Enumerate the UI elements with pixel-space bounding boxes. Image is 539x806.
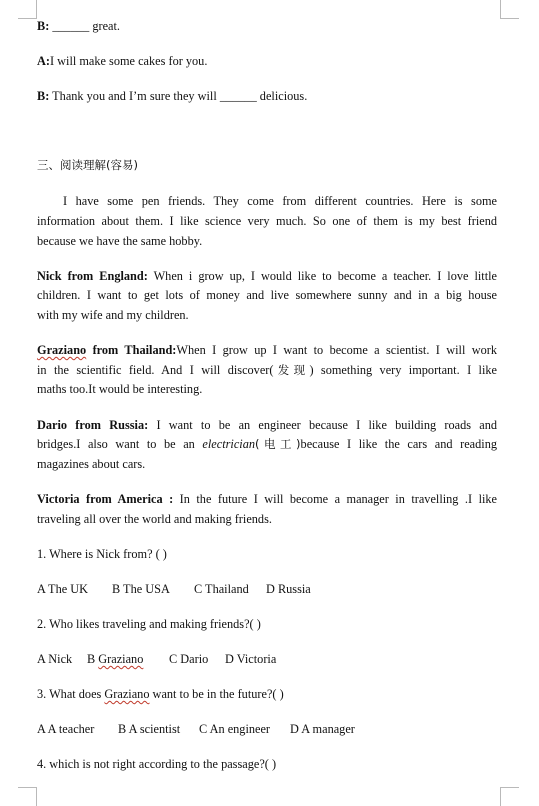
graziano-paragraph-line: [37, 362, 497, 378]
dialog-text: I will make some cakes for you.: [49, 54, 208, 68]
option: A A teacher: [37, 722, 95, 736]
question-4: 4. which is not right according to the passage?( ): [37, 757, 277, 771]
dialog-line-b1: [37, 18, 120, 34]
dialog-line-a: [37, 53, 207, 69]
question-1: 1. Where is Nick from? ( ): [37, 547, 167, 561]
person-name: Graziano: [37, 343, 87, 357]
person-name: Graziano: [104, 687, 150, 701]
question-3: 3. What does Graziano want to be in the future?( ): [37, 687, 284, 701]
page-corner-mark: [18, 0, 37, 19]
speaker-label: B:: [37, 19, 50, 33]
option: B The USA: [112, 582, 170, 596]
dario-paragraph-line: magazines about cars.: [37, 457, 146, 471]
option: C Dario: [169, 652, 209, 666]
option: B Graziano: [87, 652, 144, 666]
paragraph-text: When I grow up I want to become a scientist. I will work: [176, 343, 497, 357]
question-3-options: [37, 721, 355, 737]
page-corner-mark: [500, 787, 519, 806]
nick-paragraph-line: [37, 268, 497, 284]
dario-paragraph-line: [37, 417, 497, 433]
question-1-options: [37, 581, 311, 597]
person-name: Dario from Russia:: [37, 418, 149, 432]
option: B A scientist: [118, 722, 181, 736]
option: A Nick: [37, 652, 73, 666]
graziano-paragraph-line: [37, 342, 497, 358]
nick-paragraph-line: with my wife and my children.: [37, 308, 189, 322]
paragraph-text: In the future I will become a manager in travelling .I like: [179, 492, 498, 506]
intro-line: because we have the same hobby.: [37, 234, 203, 248]
person-name: Victoria from America :: [37, 492, 174, 506]
option-name: Graziano: [98, 652, 144, 666]
option: A The UK: [37, 582, 89, 596]
paragraph-text: bridges.I also want to be an: [37, 437, 203, 451]
nick-paragraph-line: children. I want to get lots of money and live somewhere sunny and in a big house: [37, 288, 497, 302]
option: D A manager: [290, 722, 355, 736]
paragraph-text: because I like the cars and reading: [300, 437, 497, 451]
victoria-paragraph-line: traveling all over the world and making friends.: [37, 512, 272, 526]
chinese-gloss: 发现: [273, 363, 310, 377]
speaker-label: B:: [37, 89, 50, 103]
option: D Russia: [266, 582, 311, 596]
section-heading: 三、阅读理解(容易): [37, 158, 138, 172]
person-origin: from Thailand:: [92, 343, 177, 357]
intro-line: I have some pen friends. They come from different countries. Here is some: [63, 194, 497, 208]
page-corner-mark: [500, 0, 519, 19]
speaker-label: A:: [37, 54, 50, 68]
graziano-paragraph-line: maths too.It would be interesting.: [37, 382, 203, 396]
paragraph-text: in the scientific field. And I will discover(: [37, 363, 274, 377]
dialog-text: Thank you and I’m sure they will ______ delicious.: [52, 89, 308, 103]
dialog-text: ______ great.: [52, 19, 120, 33]
page-corner-mark: [18, 787, 37, 806]
intro-line: information about them. I like science very much. So one of them is my best friend: [37, 214, 497, 228]
option: C Thailand: [194, 582, 249, 596]
question-2: 2. Who likes traveling and making friends?( ): [37, 617, 261, 631]
victoria-paragraph-line: [37, 491, 497, 507]
dario-paragraph-line: [37, 436, 497, 452]
chinese-gloss: (电工): [255, 437, 301, 451]
dialog-line-b2: [37, 88, 307, 104]
paragraph-text: When i grow up, I would like to become a teacher. I love little: [153, 269, 497, 283]
person-name: Nick from England:: [37, 269, 148, 283]
question-2-options: [37, 651, 276, 667]
paragraph-text: ) something very important. I like: [309, 363, 497, 377]
paragraph-text: I want to be an engineer because I like building roads and: [156, 418, 497, 432]
option: D Victoria: [225, 652, 277, 666]
option: C An engineer: [199, 722, 271, 736]
italic-word: electrician: [202, 437, 256, 451]
